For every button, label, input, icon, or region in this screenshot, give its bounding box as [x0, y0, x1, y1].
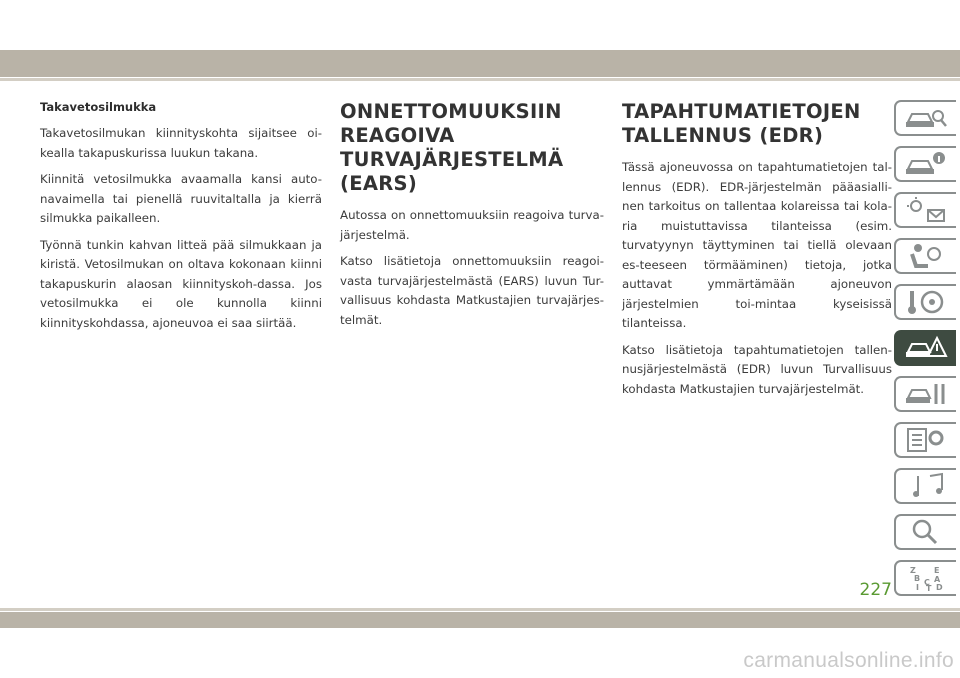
- index-letter: B: [914, 574, 921, 583]
- header-bar: [0, 50, 960, 77]
- watermark-text: carmanualsonline.info: [743, 649, 954, 672]
- index-letter: A: [934, 575, 941, 584]
- index-letter: I: [916, 583, 919, 592]
- chapter-tab[interactable]: [894, 514, 956, 550]
- page-number: 227: [859, 580, 892, 600]
- multimedia-icon: [904, 472, 948, 500]
- heading-line: ONNETTOMUUKSIIN: [340, 100, 562, 123]
- chapter-tab[interactable]: [894, 560, 956, 596]
- header-rule: [0, 78, 960, 81]
- footer-rule: [0, 608, 960, 611]
- top-margin: [0, 0, 960, 50]
- key-steering-wheel-icon: [904, 288, 948, 316]
- chapter-tab[interactable]: [894, 146, 956, 182]
- paragraph: Tässä ajoneuvossa on tapahtumatietojen tal-lennus (EDR). EDR-järjestelmän pääasialli-nen tarkoitus on tallentaa kolareissa tai kola-ria muistuttavissa tilanteissa (esim. turvatyynyn täyttyminen tai tiellä olevaan es-teeseen törmääminen) tietoja, jotka auttavat ymmärtämään ajoneuvon järjestelmien toi-mintaa kyseisissä tilanteissa.: [622, 160, 892, 330]
- paragraph: Katso lisätietoja tapahtumatietojen tallen-nusjärjestelmästä (EDR) luvun Turvallisuus kohdasta Matkustajien turvajärjestelmät.: [622, 342, 892, 396]
- paragraph: Työnnä tunkin kahvan litteä pää silmukkaan ja kiristä. Vetosilmukan on oltava kokonaan kiinni takapuskurin alaosan kiinnityskoh-dassa. Jos vetosilmukka ei ole kunnolla kiinni kiinnityskohdassa, ajoneuvoa ei saa siirtää.: [40, 237, 322, 330]
- chapter-tab[interactable]: [894, 422, 956, 458]
- section-heading-ears: [340, 100, 604, 196]
- right-column: [622, 100, 892, 406]
- chapter-tab[interactable]: [894, 100, 956, 136]
- section-heading-edr: [622, 100, 892, 148]
- index-letters-icon: [904, 564, 948, 592]
- index-letter: C: [924, 578, 930, 587]
- paragraph: Takavetosilmukan kiinnityskohta sijaitsee oi-kealla takapuskurissa luukun takana.: [40, 126, 322, 160]
- index-letter: T: [926, 584, 932, 592]
- heading-line: TAPAHTUMATIETOJEN: [622, 100, 861, 123]
- paragraph: Katso lisätietoja onnettomuuksiin reagoi-vasta turvajärjestelmästä (EARS) luvun Tur-vallisuus kohdasta Matkustajien turvajärjes-telmät.: [340, 254, 604, 327]
- magnifier-icon: [904, 518, 948, 546]
- paragraph: Autossa on onnettomuuksiin reagoiva turva-järjestelmä.: [340, 208, 604, 242]
- specifications-gear-icon: [904, 426, 948, 454]
- middle-column: [340, 100, 604, 337]
- chapter-tab[interactable]: [894, 284, 956, 320]
- seat-airbag-icon: [904, 242, 948, 270]
- index-letter: D: [936, 583, 943, 592]
- heading-line: REAGOIVA: [340, 124, 455, 147]
- chapter-tab-active[interactable]: [894, 330, 956, 366]
- heading-line: TALLENNUS (EDR): [622, 124, 824, 147]
- index-letter: E: [934, 566, 940, 575]
- chapter-tab[interactable]: [894, 468, 956, 504]
- car-hazard-icon: [904, 334, 948, 362]
- chapter-tab[interactable]: [894, 376, 956, 412]
- chapter-tab[interactable]: [894, 192, 956, 228]
- subheading-tow-eye: Takavetosilmukka: [40, 100, 157, 114]
- car-tools-icon: [904, 380, 948, 408]
- index-letter: Z: [910, 566, 916, 575]
- warning-lights-message-icon: [904, 196, 948, 224]
- heading-line: TURVAJÄRJESTELMÄ: [340, 148, 564, 171]
- car-info-icon: [904, 150, 948, 178]
- left-column: [40, 100, 322, 340]
- heading-line: (EARS): [340, 172, 418, 195]
- paragraph: Kiinnitä vetosilmukka avaamalla kansi auto-navaimella tai pienellä ruuvitaltalla ja kierrä silmukka paikalleen.: [40, 172, 322, 225]
- car-search-icon: [904, 104, 948, 132]
- chapter-tab[interactable]: [894, 238, 956, 274]
- footer-bar: [0, 612, 960, 628]
